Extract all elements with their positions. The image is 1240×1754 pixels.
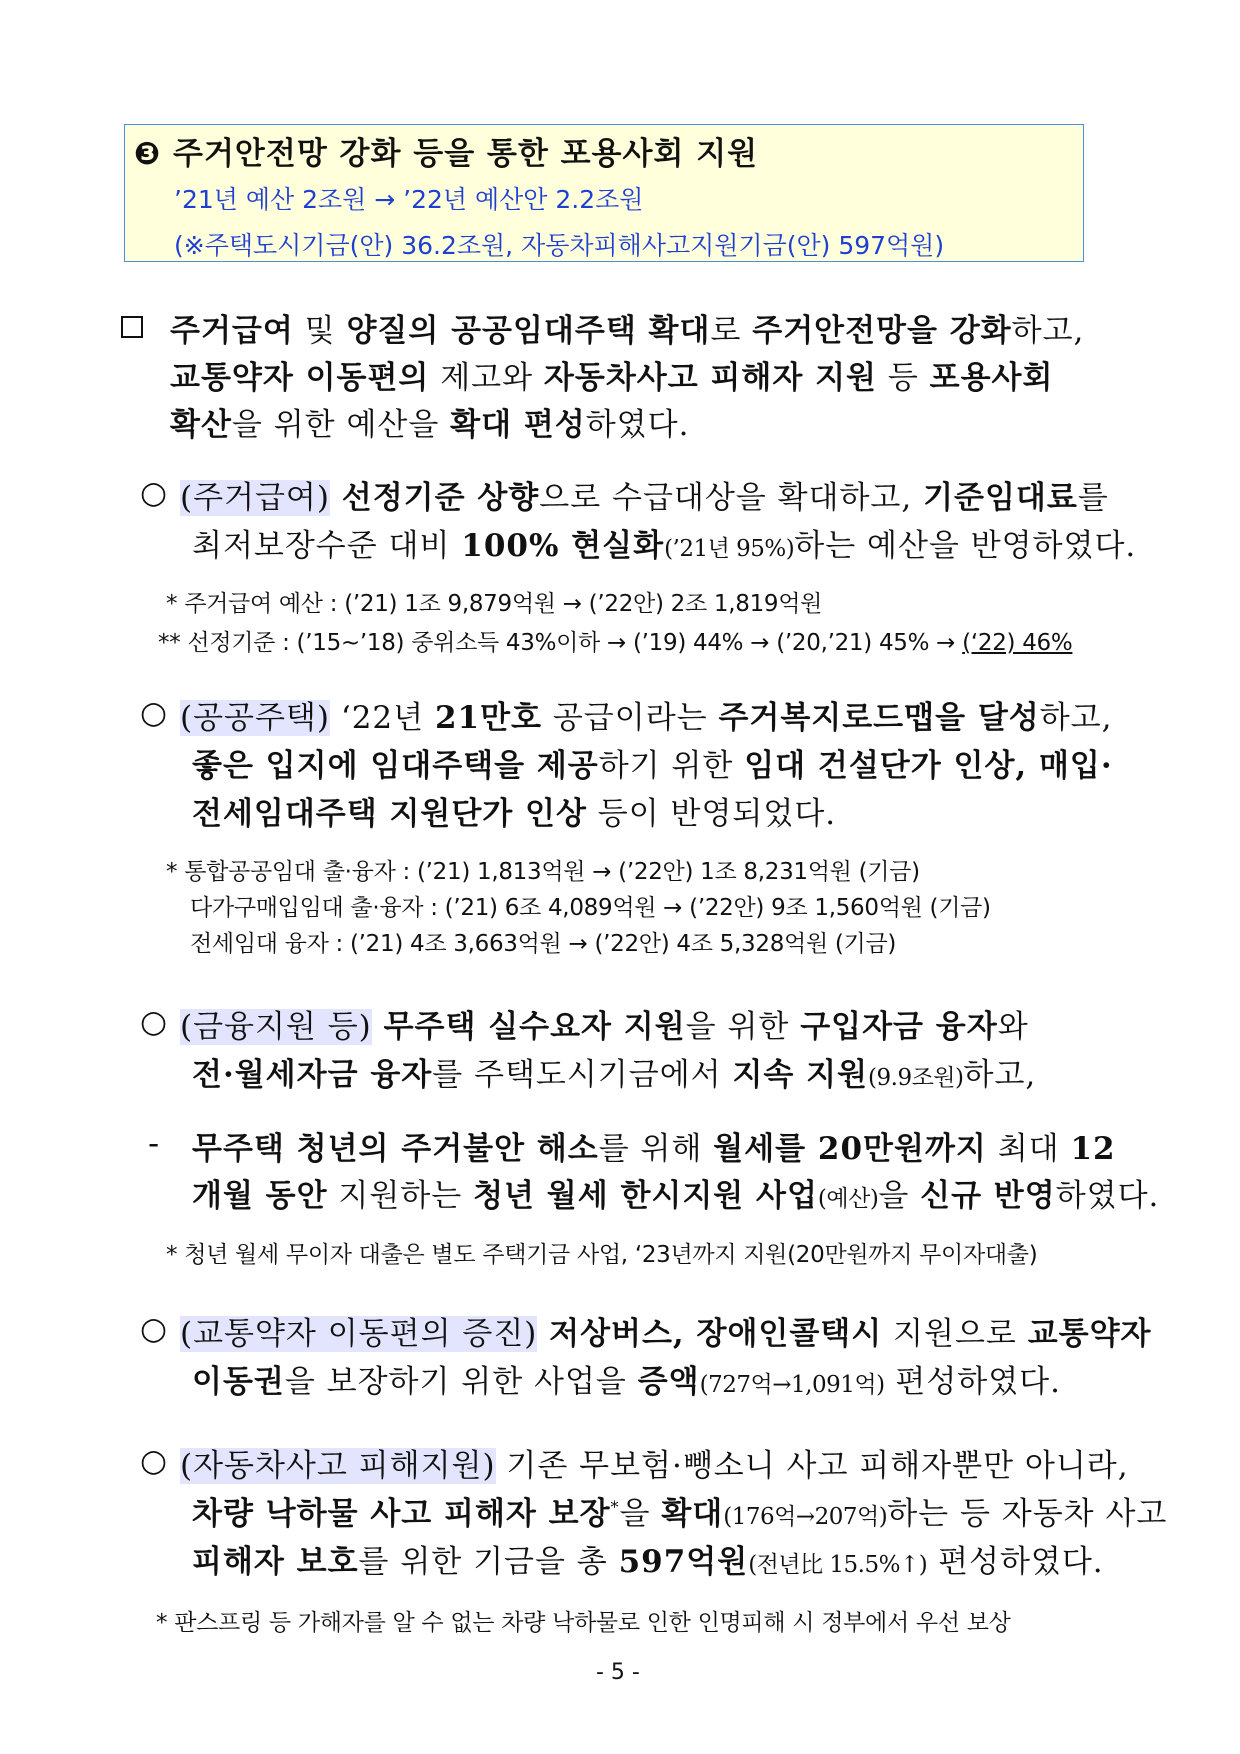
checkbox-square-icon <box>121 316 143 338</box>
text: 597억원 <box>618 1544 749 1580</box>
text: (176억→207억) <box>723 1504 888 1530</box>
tag-mobility: (교통약자 이동편의 증진) <box>180 1316 538 1352</box>
text: 을 위한 <box>685 1009 801 1045</box>
mobility-line-2 <box>192 1356 1061 1401</box>
text: 증액 <box>637 1364 700 1400</box>
public-housing-line-3 <box>192 788 836 833</box>
bullet-circle: ○ <box>140 475 169 511</box>
housing-benefit-line-1 <box>180 472 1109 517</box>
text: 지원하는 <box>327 1178 474 1214</box>
accident-line-2 <box>192 1488 1167 1533</box>
text: 이동권 <box>192 1364 285 1400</box>
text: 양질의 공공임대주택 확대 <box>346 313 711 349</box>
text: (예산) <box>817 1186 879 1212</box>
text: 주거복지로드맵을 달성 <box>718 700 1040 736</box>
text: 월세를 20만원까지 <box>713 1131 987 1167</box>
public-housing-note-2: 다가구매입임대 출·융자 : (’21) 6조 4,089억원 → (’22안) 9조 1,560억원 (기금) <box>190 895 991 921</box>
text: 기준임대료 <box>923 480 1078 516</box>
text: 와 <box>997 1009 1029 1045</box>
tag-public-housing: (공공주택) <box>180 700 330 736</box>
text: 하고, <box>1039 700 1113 736</box>
public-housing-note-3: 전세임대 융자 : (’21) 4조 3,663억원 → (’22안) 4조 5,328억원 (기금) <box>190 931 897 957</box>
text: 21만호 <box>434 700 542 736</box>
housing-benefit-line-2 <box>192 520 1136 565</box>
text: 확대 편성 <box>450 407 586 443</box>
text: 교통약자 <box>1027 1316 1152 1352</box>
text: 으로 수급대상을 확대하고, <box>539 480 924 516</box>
text: 등이 반영되었다. <box>586 796 837 832</box>
text: (전년比 15.5%↑) <box>748 1552 928 1578</box>
text: 확산 <box>170 407 232 443</box>
intro-line-3 <box>170 399 689 444</box>
bullet-circle: ○ <box>140 695 169 731</box>
text: 주거안전망을 강화 <box>752 313 1012 349</box>
public-housing-line-1 <box>180 692 1112 737</box>
text: 하고, <box>1011 313 1085 349</box>
text: 및 <box>293 313 347 349</box>
text: 편성하였다. <box>884 1364 1061 1400</box>
housing-benefit-note-2 <box>158 624 1072 657</box>
text: 선정기준 상향 <box>329 480 540 516</box>
text: 하였다. <box>1055 1178 1160 1214</box>
text: 지속 지원 <box>732 1057 869 1093</box>
text: ‘22년 <box>329 700 435 736</box>
text: 를 위한 기금을 총 <box>358 1544 619 1580</box>
text: 전·월세자금 융자 <box>192 1057 433 1093</box>
section-title: ❸ 주거안전망 강화 등을 통한 포용사회 지원 <box>134 136 759 172</box>
finance-support-note: * 청년 월세 무이자 대출은 별도 주택기금 사업, ‘23년까지 지원(20만원까지 무이자대출) <box>166 1242 1038 1268</box>
text: 를 위해 <box>598 1131 714 1167</box>
text: 저상버스, 장애인콜택시 <box>537 1316 883 1352</box>
bullet-circle: ○ <box>140 1311 169 1347</box>
public-housing-note-1: * 통합공공임대 출·융자 : (’21) 1,813억원 → (’22안) 1조 8,231억원 (기금) <box>166 859 920 885</box>
text: 을 <box>878 1178 921 1214</box>
text: 를 <box>1077 480 1109 516</box>
finance-support-line-1 <box>180 1001 1029 1046</box>
text: 자동차사고 피해자 지원 <box>543 360 877 396</box>
text: 편성하였다. <box>927 1544 1104 1580</box>
text: (’21년 95%) <box>664 536 795 562</box>
text: 을 <box>619 1496 662 1532</box>
tag-finance-support: (금융지원 등) <box>180 1009 372 1045</box>
text: ** 선정기준 : (’15~’18) 중위소득 43%이하 → (’19) 44% → (’20,’21) 45% → <box>158 630 963 656</box>
intro-line-1 <box>170 305 1084 350</box>
mobility-line-1 <box>180 1308 1152 1353</box>
text: 하기 위한 <box>598 748 745 784</box>
text: 무주택 실수요자 지원 <box>371 1009 686 1045</box>
page-number: - 5 - <box>596 1660 640 1685</box>
text: 을 보장하기 위한 사업을 <box>284 1364 638 1400</box>
text: (727억→1,091억) <box>699 1372 885 1398</box>
text: 하였다. <box>585 407 690 443</box>
text: (9.9조원) <box>868 1065 964 1091</box>
tag-housing-benefit: (주거급여) <box>180 480 330 516</box>
finance-support-line-3 <box>192 1123 1116 1168</box>
text: 신규 반영 <box>920 1178 1056 1214</box>
text: 로 <box>710 313 753 349</box>
intro-line-2 <box>170 352 1053 397</box>
dash-marker: - <box>148 1126 161 1162</box>
text: 임대 건설단가 인상, 매입· <box>744 748 1113 784</box>
text: 지원으로 <box>882 1316 1028 1352</box>
text: 100% 현실화 <box>461 528 665 564</box>
text: 제고와 <box>429 360 544 396</box>
budget-line: ’21년 예산 2조원 → ’22년 예산안 2.2조원 <box>174 185 644 214</box>
footnote-marker: * <box>610 1497 620 1517</box>
text: 최저보장수준 대비 <box>192 528 462 564</box>
public-housing-line-2 <box>192 740 1113 785</box>
text: 차량 낙하물 사고 피해자 보장 <box>192 1496 611 1532</box>
accident-note: * 판스프링 등 가해자를 알 수 없는 차량 낙하물로 인한 인명피해 시 정부에서 우선 보상 <box>156 1610 1011 1636</box>
bullet-circle: ○ <box>140 1004 169 1040</box>
text: 무주택 청년의 주거불안 해소 <box>192 1131 599 1167</box>
fund-line: (※주택도시기금(안) 36.2조원, 자동차피해사고지원기금(안) 597억원) <box>174 231 945 260</box>
text: 하는 예산을 반영하였다. <box>794 528 1137 564</box>
text: (‘22) 46% <box>962 630 1073 656</box>
text: 기존 무보험·뺑소니 사고 피해자뿐만 아니라, <box>495 1448 1129 1484</box>
text: 공급이라는 <box>542 700 719 736</box>
bullet-circle: ○ <box>140 1443 169 1479</box>
text: 12 <box>1070 1131 1116 1167</box>
housing-benefit-note-1: * 주거급여 예산 : (’21) 1조 9,879억원 → (’22안) 2조 1,819억원 <box>166 591 823 617</box>
finance-support-line-4 <box>192 1170 1159 1215</box>
text: 하는 등 자동차 사고 <box>887 1496 1168 1532</box>
text: 좋은 입지에 임대주택을 제공 <box>192 748 599 784</box>
tag-accident: (자동차사고 피해지원) <box>180 1448 496 1484</box>
text: 등 <box>876 360 930 396</box>
text: 를 주택도시기금에서 <box>432 1057 733 1093</box>
accident-line-3 <box>192 1536 1104 1581</box>
accident-line-1 <box>180 1440 1129 1485</box>
text: 교통약자 이동편의 <box>170 360 430 396</box>
text: 개월 동안 <box>192 1178 328 1214</box>
text: 확대 <box>661 1496 724 1532</box>
text: 을 위한 예산을 <box>231 407 451 443</box>
finance-support-line-2 <box>192 1049 1036 1094</box>
text: 하고, <box>963 1057 1037 1093</box>
text: 피해자 보호 <box>192 1544 359 1580</box>
text: 구입자금 융자 <box>800 1009 998 1045</box>
text: 최대 <box>986 1131 1071 1167</box>
text: 전세임대주택 지원단가 인상 <box>192 796 587 832</box>
text: 청년 월세 한시지원 사업 <box>473 1178 818 1214</box>
text: 주거급여 <box>170 313 294 349</box>
text: 포용사회 <box>929 360 1054 396</box>
